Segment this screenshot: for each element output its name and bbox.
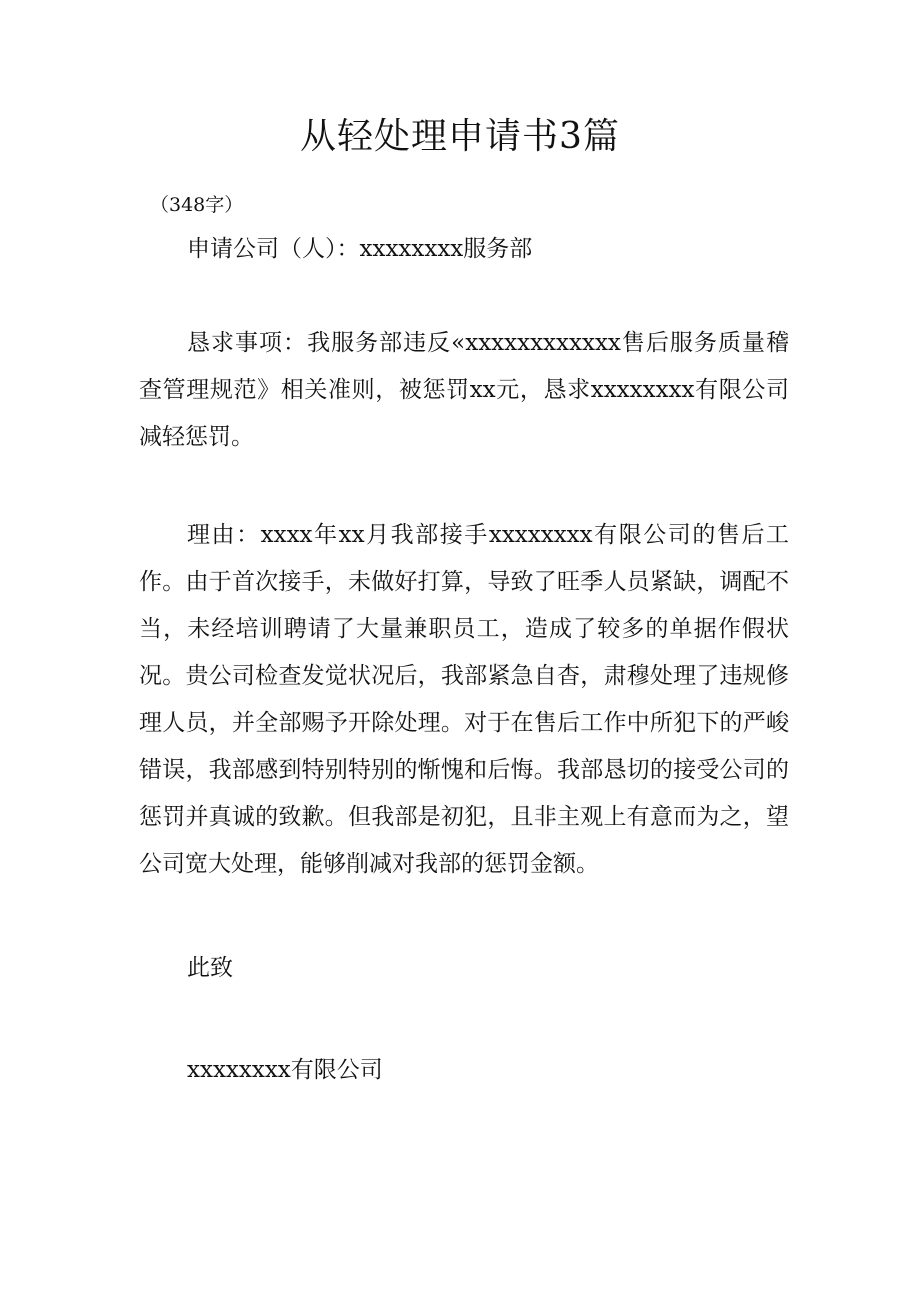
closing-line: 此致 [187,955,233,981]
reason-paragraph: 理由：xxxx年xx月我部接手xxxxxxxx有限公司的售后工作。由于首次接手，未做好打算，导致了旺季人员紧缺，调配不当，未经培训聘请了大量兼职员工，造成了较多的单据作假状况。贵公司检查发觉状况后，我部紧急自杳，肃穆处理了违规修理人员，并全部赐予开除处理。对于在售后工作中所犯下的严峻错误，我部感到特别特别的惭愧和后悔。我部恳切的接受公司的惩罚并真诚的致歉。但我部是初犯，且非主观上有意而为之，望公司宽大处理，能够削减对我部的惩罚金额。 [139,522,789,877]
request-paragraph: 恳求事项：我服务部违反«xxxxxxxxxxxx售后服务质量稽查管理规范》相关准则，被惩罚xx元，恳求xxxxxxxx有限公司减轻惩罚。 [139,330,789,450]
applicant-line: 申请公司（人）：xxxxxxxx服务部 [187,236,533,262]
document-title: 从轻处理申请书3篇 [300,116,620,157]
word-count: （348字） [150,194,244,216]
signature-line: xxxxxxxx有限公司 [187,1057,383,1083]
